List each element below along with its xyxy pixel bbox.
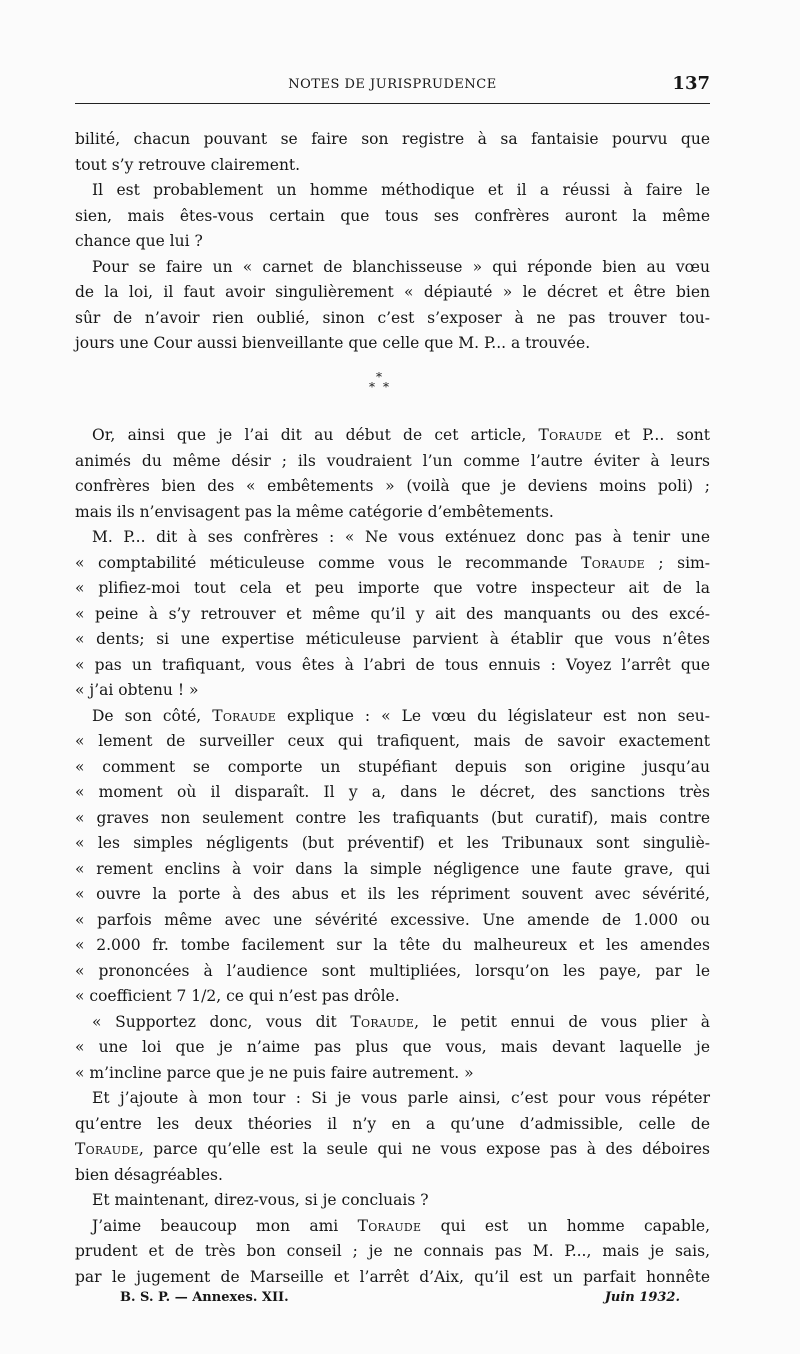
text-line: Il est probablement un homme méthodique et il a réussi à faire le xyxy=(92,181,710,199)
text-line: « 2.000 fr. tombe facilement sur la tête du malheureux et les amendes xyxy=(75,936,710,954)
text-line: mais ils n’envisagent pas la même catégorie d’embêtements. xyxy=(75,503,554,521)
text-line: « peine à s’y retrouver et même qu’il y ait des manquants ou des excé- xyxy=(75,605,710,623)
text-line: Et maintenant, direz-vous, si je concluais ? xyxy=(92,1191,429,1209)
text-line: M. P... dit à ses confrères : « Ne vous exténuez donc pas à tenir une xyxy=(92,528,710,546)
text-line: « les simples négligents (but préventif) et les Tribunaux sont singuliè- xyxy=(75,834,710,852)
text-line: prudent et de très bon conseil ; je ne connais pas M. P..., mais je sais, xyxy=(75,1242,710,1260)
text-line: par le jugement de Marseille et l’arrêt d’Aix, qu’il est un parfait honnête xyxy=(75,1268,710,1286)
footer-signature: B. S. P. — Annexes. XII. xyxy=(120,1290,289,1305)
text-line: « plifiez-moi tout cela et peu importe que votre inspecteur ait de la xyxy=(75,579,710,597)
header-rule xyxy=(75,103,710,104)
text-line: « graves non seulement contre les trafiquants (but curatif), mais contre xyxy=(75,809,710,827)
text-line: Pour se faire un « carnet de blanchisseuse » qui réponde bien au vœu xyxy=(92,258,710,276)
text-line: bilité, chacun pouvant se faire son registre à sa fantaisie pourvu que xyxy=(75,130,710,148)
text-line: de la loi, il faut avoir singulièrement « dépiauté » le décret et être bien xyxy=(75,283,710,301)
page-header xyxy=(75,74,710,98)
text-line: « j’ai obtenu ! » xyxy=(75,681,199,699)
text-line: « comptabilité méticuleuse comme vous le recommande Toraude ; sim- xyxy=(75,554,710,572)
text-line: J’aime beaucoup mon ami Toraude qui est un homme capable, xyxy=(92,1217,711,1235)
text-line: « une loi que je n’aime pas plus que vous, mais devant laquelle je xyxy=(75,1038,710,1056)
text-line: De son côté, Toraude explique : « Le vœu du législateur est non seu- xyxy=(92,707,710,725)
text-line: confrères bien des « embêtements » (voilà que je deviens moins poli) ; xyxy=(75,477,710,495)
text-line: « ouvre la porte à des abus et ils les répriment souvent avec sévérité, xyxy=(75,885,710,903)
text-line: Or, ainsi que je l’ai dit au début de cet article, Toraude et P... sont xyxy=(92,426,710,444)
text-line: « m’incline parce que je ne puis faire autrement. » xyxy=(75,1064,474,1082)
text-line: « dents; si une expertise méticuleuse parvient à établir que vous n’êtes xyxy=(75,630,710,648)
section-break-asterism: * * * xyxy=(369,370,389,394)
text-line: « parfois même avec une sévérité excessive. Une amende de 1.000 ou xyxy=(75,911,710,929)
text-line: jours une Cour aussi bienveillante que celle que M. P... a trouvée. xyxy=(75,334,591,352)
text-line: « pas un trafiquant, vous êtes à l’abri de tous ennuis : Voyez l’arrêt que xyxy=(75,656,710,674)
page-footer xyxy=(120,1290,680,1312)
text-line: « prononcées à l’audience sont multipliées, lorsqu’on les paye, par le xyxy=(75,962,710,980)
text-line: sien, mais êtes-vous certain que tous ses confrères auront la même xyxy=(75,207,710,225)
footer-date: Juin 1932. xyxy=(604,1290,680,1305)
text-line: Et j’ajoute à mon tour : Si je vous parle ainsi, c’est pour vous répéter xyxy=(92,1089,710,1107)
text-line: « moment où il disparaît. Il y a, dans le décret, des sanctions très xyxy=(75,783,710,801)
text-line: bien désagréables. xyxy=(75,1166,223,1184)
text-line: animés du même désir ; ils voudraient l’un comme l’autre éviter à leurs xyxy=(75,452,710,470)
text-line: tout s’y retrouve clairement. xyxy=(75,156,301,174)
text-line: sûr de n’avoir rien oublié, sinon c’est s’exposer à ne pas trouver tou- xyxy=(75,309,710,327)
text-line: qu’entre les deux théories il n’y en a qu’une d’admissible, celle de xyxy=(75,1115,710,1133)
text-line: « rement enclins à voir dans la simple négligence une faute grave, qui xyxy=(75,860,710,878)
text-line: « comment se comporte un stupéfiant depuis son origine jusqu’au xyxy=(75,758,710,776)
page-number: 137 xyxy=(672,73,710,94)
text-line: « coefficient 7 1/2, ce qui n’est pas drôle. xyxy=(75,987,400,1005)
text-line: « Supportez donc, vous dit Toraude, le petit ennui de vous plier à xyxy=(92,1013,710,1031)
text-line: « lement de surveiller ceux qui trafiquent, mais de savoir exactement xyxy=(75,732,710,750)
text-line: Toraude, parce qu’elle est la seule qui ne vous expose pas à des déboires xyxy=(75,1140,710,1158)
running-title: NOTES DE JURISPRUDENCE xyxy=(288,77,497,92)
text-line: chance que lui ? xyxy=(75,232,203,250)
